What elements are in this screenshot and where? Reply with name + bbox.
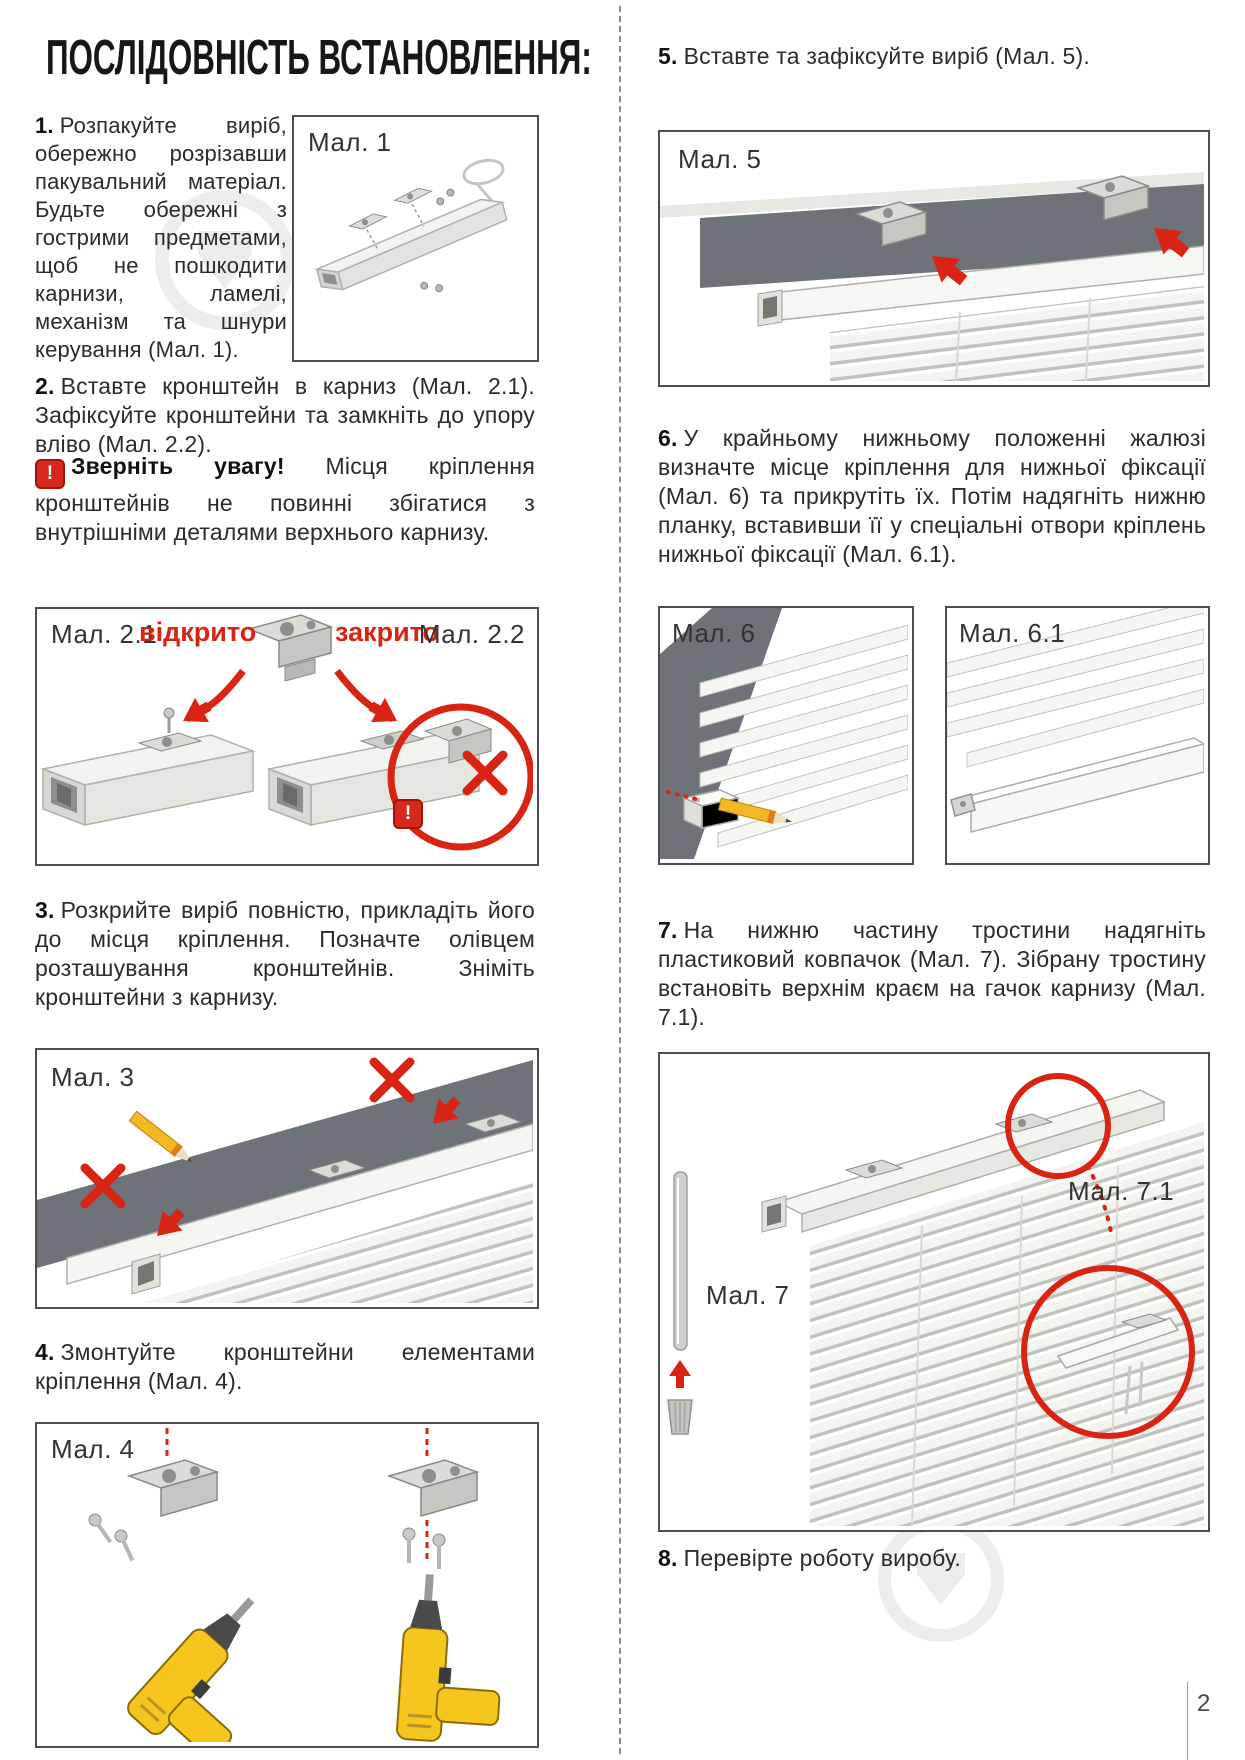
step-text: Вставте кронштейн в карниз (Мал. 2.1). Зафіксуйте кронштейни та замкніть до упору вліво (Мал. 2.2).: [35, 373, 535, 457]
figure-1: [292, 115, 539, 362]
warning-icon: !: [393, 799, 423, 829]
step-3: [35, 896, 535, 1012]
step-text: На нижню частину тростини надягніть пластиковий ковпачок (Мал. 7). Зібрану тростину встановіть верхнім краєм на гачок карнизу (Мал. 7.1).: [658, 917, 1206, 1030]
figure-2-2-label: Мал. 2.2: [418, 619, 525, 649]
step-text: Перевірте роботу виробу.: [683, 1545, 962, 1571]
open-annotation: відкрито: [139, 617, 257, 647]
figure-6-1-label: Мал. 6.1: [959, 618, 1066, 648]
step-8: [658, 1544, 1206, 1573]
figure-5: [658, 130, 1210, 387]
step-number: 1.: [35, 113, 54, 138]
step-1: [35, 112, 287, 364]
figure-7-label: Мал. 7: [706, 1280, 790, 1310]
bracket-part: [348, 211, 388, 232]
step-4: [35, 1338, 535, 1396]
step-number: 6.: [658, 425, 678, 451]
figure-1-label: Мал. 1: [308, 127, 392, 157]
page-title: ПОСЛІДОВНІСТЬ ВСТАНОВЛЕННЯ:: [46, 31, 592, 85]
figure-6-label: Мал. 6: [672, 618, 756, 648]
screw-icon: [87, 1512, 116, 1546]
step-number: 8.: [658, 1545, 678, 1571]
wand-rod: [674, 1172, 687, 1350]
step-text: Змонтуйте кронштейни елементами кріплення (Мал. 4).: [35, 1339, 535, 1394]
step-text: Розпакуйте виріб, обережно розрізавши пакувальний матеріал. Будьте обережні з гострими предметами, щоб не пошкодити карнизи, ламелі, механізм та шнури керування (Мал. 1).: [35, 113, 287, 362]
red-arrow-up: [669, 1360, 691, 1388]
figure-2: [35, 607, 539, 866]
step-text: Розкрийте виріб повністю, прикладіть його до місця кріплення. Позначте олівцем розташування кронштейнів. Зніміть кронштейни з карнизу.: [35, 897, 535, 1010]
red-cross-icon: [374, 1062, 410, 1098]
headrail-illustration: [43, 708, 253, 825]
attention-label: Зверніть увагу!: [71, 453, 285, 479]
bracket-part: [129, 1460, 217, 1516]
attention-text: Місця кріплення кронштейнів не повинні збігатися з внутрішніми деталями верхнього карнизу.: [35, 453, 535, 545]
pencil-icon: [129, 1111, 196, 1167]
figure-6-1: [945, 606, 1210, 865]
drill-icon: [396, 1573, 507, 1742]
headrail-illustration: [269, 731, 479, 825]
step-6: [658, 424, 1206, 569]
bracket-part: [393, 185, 433, 206]
step-number: 2.: [35, 373, 55, 399]
step-number: 5.: [658, 43, 678, 69]
closed-annotation: закрито: [335, 617, 440, 647]
figure-4-label: Мал. 4: [51, 1434, 135, 1464]
step-number: 7.: [658, 917, 678, 943]
page-number: 2: [1197, 1690, 1211, 1717]
figure-6: [658, 606, 914, 865]
figure-2-1-label: Мал. 2.1: [51, 619, 158, 649]
page-number-divider: [1187, 1682, 1188, 1760]
plastic-cap: [668, 1400, 692, 1434]
figure-7-1-label: Мал. 7.1: [1068, 1176, 1175, 1206]
drill-icon: [124, 1585, 309, 1742]
figure-4: [35, 1422, 539, 1748]
brand-watermark-bottom: [878, 1516, 1004, 1642]
screw-icon: [403, 1528, 415, 1563]
figure-3-label: Мал. 3: [51, 1062, 135, 1092]
figure-5-label: Мал. 5: [678, 144, 762, 174]
screw-icon: [113, 1528, 138, 1563]
figure-3: [35, 1048, 539, 1309]
warning-icon: !: [35, 459, 65, 489]
step-2: [35, 372, 535, 459]
step-number: 4.: [35, 1339, 55, 1365]
step-number: 3.: [35, 897, 55, 923]
step-7: [658, 916, 1206, 1032]
bracket-part: [389, 1460, 477, 1516]
bracket-part: [249, 615, 331, 681]
attention-note: [35, 452, 535, 547]
step-5: [658, 42, 1206, 71]
screw-icon: [433, 1534, 445, 1569]
drilling-illustration: [37, 1424, 533, 1742]
step-text: У крайньому нижньому положенні жалюзі визначте місце кріплення для нижньої фіксації (Мал. 6) та прикрутіть їх. Потім надягніть нижню планку, вставивши її у спеціальні отвори кріплень нижньої фіксації (Мал. 6.1).: [658, 425, 1206, 567]
page-number-block: [1187, 1682, 1227, 1760]
figure-7: [658, 1052, 1210, 1532]
column-divider: [619, 6, 621, 1754]
step-text: Вставте та зафіксуйте виріб (Мал. 5).: [683, 43, 1090, 69]
